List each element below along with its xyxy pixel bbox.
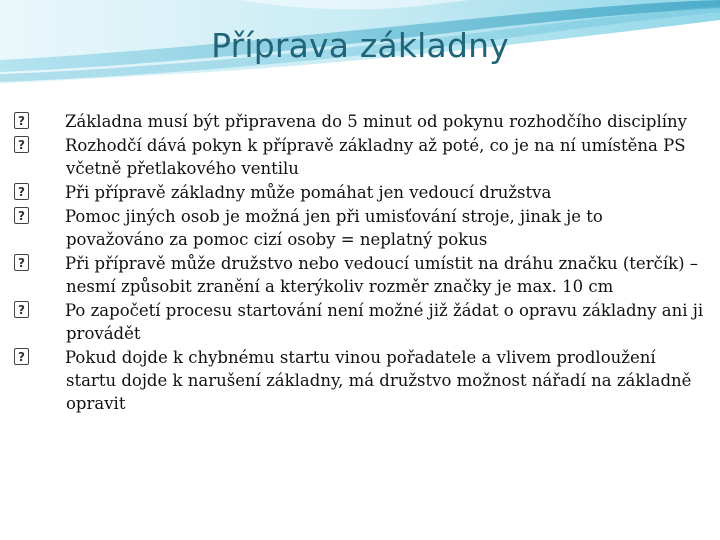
- bullet-item: [14, 252, 704, 298]
- missing-glyph-box-icon: [14, 183, 29, 200]
- bullet-list: [14, 110, 704, 416]
- missing-glyph-box-icon: [14, 301, 29, 318]
- slide-title: Příprava základny: [211, 26, 509, 65]
- missing-glyph-box-icon: [14, 112, 29, 129]
- bullet-text: Pomoc jiných osob je možná jen při umisťování stroje, jinak je to považováno za pomoc cizí osoby = neplatný pokus: [65, 207, 603, 249]
- missing-glyph-box-icon: [14, 254, 29, 271]
- bullet-text: Rozhodčí dává pokyn k přípravě základny až poté, co je na ní umístěna PS včetně přetlakového ventilu: [65, 136, 686, 178]
- bullet-text: Po započetí procesu startování není možné již žádat o opravu základny ani ji provádět: [65, 301, 704, 343]
- bullet-item: [14, 110, 704, 133]
- bullet-text: Základna musí být připravena do 5 minut od pokynu rozhodčího disciplíny: [65, 112, 687, 131]
- missing-glyph-box-icon: [14, 348, 29, 365]
- bullet-item: [14, 181, 704, 204]
- bullet-item: [14, 134, 704, 180]
- missing-glyph-box-icon: [14, 207, 29, 224]
- bullet-text: Pokud dojde k chybnému startu vinou pořadatele a vlivem prodloužení startu dojde k narušení základny, má družstvo možnost nářadí na základně opravit: [65, 348, 692, 413]
- bullet-text: Při přípravě může družstvo nebo vedoucí umístit na dráhu značku (terčík) – nesmí způsobit zranění a kterýkoliv rozměr značky je max. 10 cm: [65, 254, 699, 296]
- missing-glyph-box-icon: [14, 136, 29, 153]
- bullet-text: Při přípravě základny může pomáhat jen vedoucí družstva: [65, 183, 552, 202]
- bullet-item: [14, 299, 704, 345]
- bullet-item: [14, 346, 704, 415]
- bullet-item: [14, 205, 704, 251]
